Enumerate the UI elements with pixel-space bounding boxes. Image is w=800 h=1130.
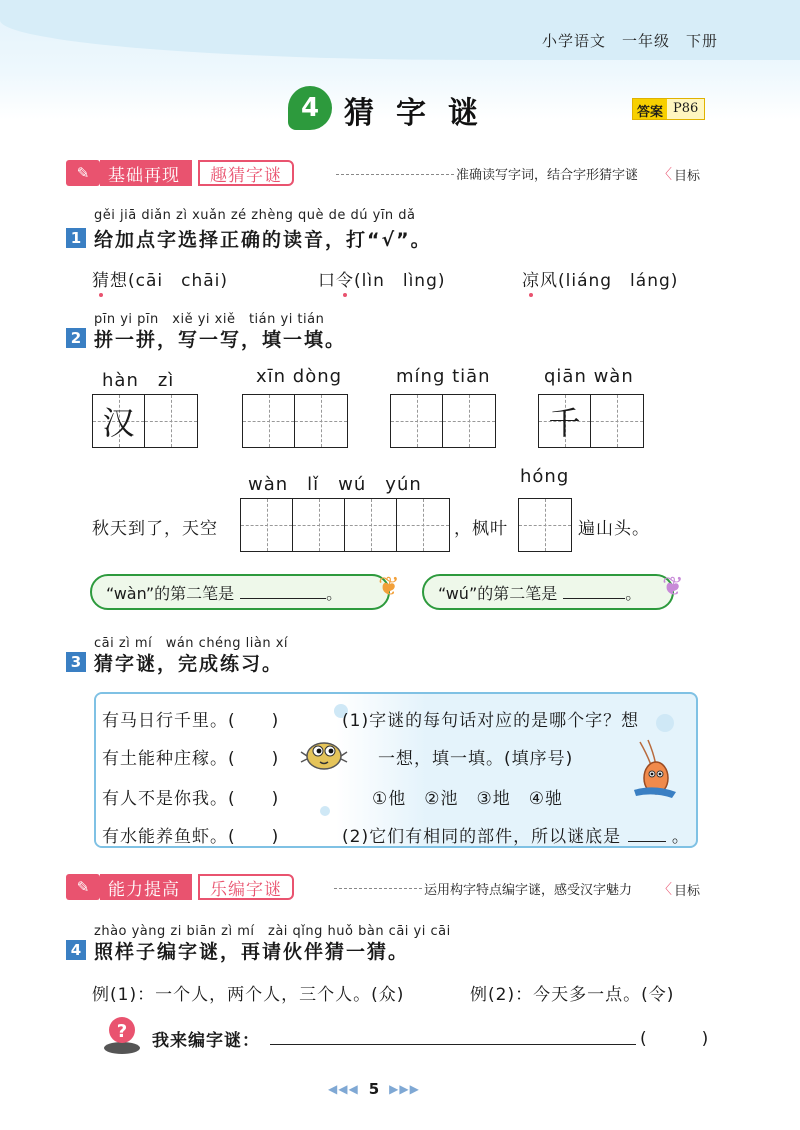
grid-cell[interactable]	[293, 499, 345, 551]
grid-cell[interactable]	[241, 499, 293, 551]
word-pinyin: hàn zì	[102, 370, 175, 391]
lesson-title: 猜字谜	[344, 96, 500, 131]
grid-char	[295, 395, 347, 447]
word-pinyin: xīn dòng	[256, 366, 343, 387]
dotted-char: 猜	[92, 271, 110, 291]
sentence-pre: 秋天到了，天空	[92, 519, 218, 539]
q4-text: 照样子编字谜，再请伙伴猜一猜。	[94, 941, 410, 963]
writing-grid[interactable]	[538, 394, 644, 448]
q3-number: 3	[66, 652, 86, 672]
grid-cell[interactable]	[539, 395, 591, 447]
book-label: 小学语文 一年级 下册	[542, 32, 719, 50]
task2-text[interactable]	[342, 822, 690, 847]
shrimp-icon	[626, 738, 682, 804]
goal-tag	[658, 164, 700, 184]
example-1: 例(1)：一个人，两个人，三个人。(众)	[92, 985, 405, 1005]
goal-tag	[658, 879, 700, 899]
task2-end: 。	[671, 827, 690, 847]
arrow-left-icon: 〈	[658, 167, 672, 183]
grid-cell[interactable]	[397, 499, 449, 551]
hint-wan-stroke[interactable]	[90, 574, 390, 610]
writing-grid[interactable]	[390, 394, 496, 448]
dotted-char: 凉	[522, 271, 540, 291]
hint-end: 。	[625, 583, 642, 603]
answer-page: P86	[667, 99, 704, 119]
writing-grid[interactable]	[242, 394, 348, 448]
grid-char: 汉	[102, 404, 135, 442]
grid-char	[443, 395, 495, 447]
q1-item-post: 风(liáng láng)	[540, 271, 679, 291]
grid-char	[391, 395, 442, 447]
bubble-decoration	[320, 806, 330, 816]
book-icon: ✎	[66, 874, 100, 900]
word-pinyin: míng tiān	[396, 366, 491, 387]
grid-cell[interactable]	[295, 395, 347, 447]
q1-item-pre: 口	[318, 271, 336, 291]
grid-char	[591, 395, 643, 447]
riddle-1[interactable]: 有马日行千里。( )	[102, 711, 280, 731]
butterfly-icon: ❦	[662, 572, 684, 602]
goal-tag-label: 目标	[674, 168, 701, 184]
q1-item-3[interactable]	[522, 266, 678, 291]
divider	[336, 174, 454, 175]
task1-options: ①他 ②池 ③地 ④驰	[372, 789, 563, 809]
q2-pinyin: pīn yi pīn xiě yi xiě tián yi tián	[94, 312, 325, 327]
hint-text: “wàn”的第二笔是	[106, 583, 235, 603]
section-goal: 准确读写字词，结合字形猜字谜	[456, 168, 639, 183]
lesson-number-badge: 4	[288, 86, 332, 130]
section-title: 能力提高	[100, 874, 192, 900]
section-header-advanced	[66, 874, 294, 900]
sentence-mid: ，枫叶	[454, 519, 508, 539]
grid-cell[interactable]	[391, 395, 443, 447]
writing-grid[interactable]	[92, 394, 198, 448]
q3-pinyin: cāi zì mí wán chéng liàn xí	[94, 636, 289, 651]
arrows-left-icon: ◀◀◀	[328, 1082, 359, 1096]
grid-cell[interactable]	[345, 499, 397, 551]
section-subtitle: 趣猜字谜	[198, 160, 294, 186]
pufferfish-icon	[300, 734, 348, 774]
book-icon: ✎	[66, 160, 100, 186]
q1-item-2[interactable]	[318, 266, 446, 291]
task2-label: (2)它们有相同的部件，所以谜底是	[342, 827, 622, 847]
wanli-pinyin: wàn lǐ wú yún	[248, 474, 422, 495]
grid-cell[interactable]	[93, 395, 145, 447]
writing-grid-hong[interactable]	[518, 498, 572, 552]
grid-cell[interactable]	[145, 395, 197, 447]
hint-wu-stroke[interactable]	[422, 574, 674, 610]
example-2: 例(2)：今天多一点。(令)	[470, 985, 675, 1005]
answer-label: 答案	[633, 99, 667, 119]
sentence-post: 遍山头。	[578, 519, 650, 539]
q1-item-post: (lìn lìng)	[354, 271, 446, 291]
dotted-char: 令	[336, 271, 354, 291]
my-riddle-answer[interactable]: ( )	[640, 1029, 710, 1049]
page-number: 5	[368, 1080, 380, 1098]
hint-end: 。	[326, 583, 343, 603]
page-footer	[328, 1080, 420, 1098]
q4-pinyin: zhào yàng zi biān zì mí zài qǐng huǒ bàn cāi yi cāi	[94, 924, 451, 939]
section-header-basics	[66, 160, 294, 186]
grid-cell[interactable]	[591, 395, 643, 447]
my-riddle-input-line[interactable]	[270, 1044, 636, 1045]
bubble-decoration	[656, 714, 674, 732]
q3-text: 猜字谜，完成练习。	[94, 653, 284, 675]
grid-char	[145, 395, 197, 447]
butterfly-icon: ❦	[378, 572, 400, 602]
answer-reference[interactable]	[632, 98, 705, 120]
divider	[334, 888, 422, 889]
my-riddle-label: 我来编字谜：	[152, 1031, 260, 1051]
q4-number: 4	[66, 940, 86, 960]
q1-pinyin: gěi jiā diǎn zì xuǎn zé zhèng què de dú yīn dǎ	[94, 208, 416, 223]
q1-text: 给加点字选择正确的读音，打“√”。	[94, 229, 432, 251]
task1-line2: 一想，填一填。(填序号)	[378, 749, 574, 769]
grid-cell[interactable]	[243, 395, 295, 447]
q2-number: 2	[66, 328, 86, 348]
writing-grid-wanli[interactable]	[240, 498, 450, 552]
q1-item-post: 想(cāi chāi)	[110, 271, 229, 291]
section-subtitle: 乐编字谜	[198, 874, 294, 900]
svg-text:?: ?	[116, 1021, 128, 1042]
answer-blank[interactable]	[628, 828, 666, 842]
question-mark-icon	[100, 1012, 144, 1056]
section-title: 基础再现	[100, 160, 192, 186]
answer-blank[interactable]	[240, 585, 326, 599]
riddle-3[interactable]: 有人不是你我。( )	[102, 789, 280, 809]
q1-number: 1	[66, 228, 86, 248]
arrow-left-icon: 〈	[658, 882, 672, 898]
section-goal: 运用构字特点编字谜，感受汉字魅力	[424, 883, 633, 898]
q1-item-1[interactable]	[92, 266, 228, 291]
grid-cell[interactable]	[443, 395, 495, 447]
goal-tag-label: 目标	[674, 883, 701, 899]
riddle-4[interactable]: 有水能养鱼虾。( )	[102, 827, 280, 847]
arrows-right-icon: ▶▶▶	[389, 1082, 420, 1096]
hint-text: “wú”的第二笔是	[438, 583, 558, 603]
grid-char: 千	[548, 404, 581, 442]
q2-text: 拼一拼，写一写，填一填。	[94, 329, 347, 351]
task1-line1: (1)字谜的每句话对应的是哪个字？想	[342, 711, 640, 731]
hong-pinyin: hóng	[520, 466, 570, 487]
riddle-2[interactable]: 有土能种庄稼。( )	[102, 749, 280, 769]
grid-char	[243, 395, 294, 447]
answer-blank[interactable]	[563, 585, 625, 599]
grid-cell[interactable]	[519, 499, 571, 551]
word-pinyin: qiān wàn	[544, 366, 634, 387]
